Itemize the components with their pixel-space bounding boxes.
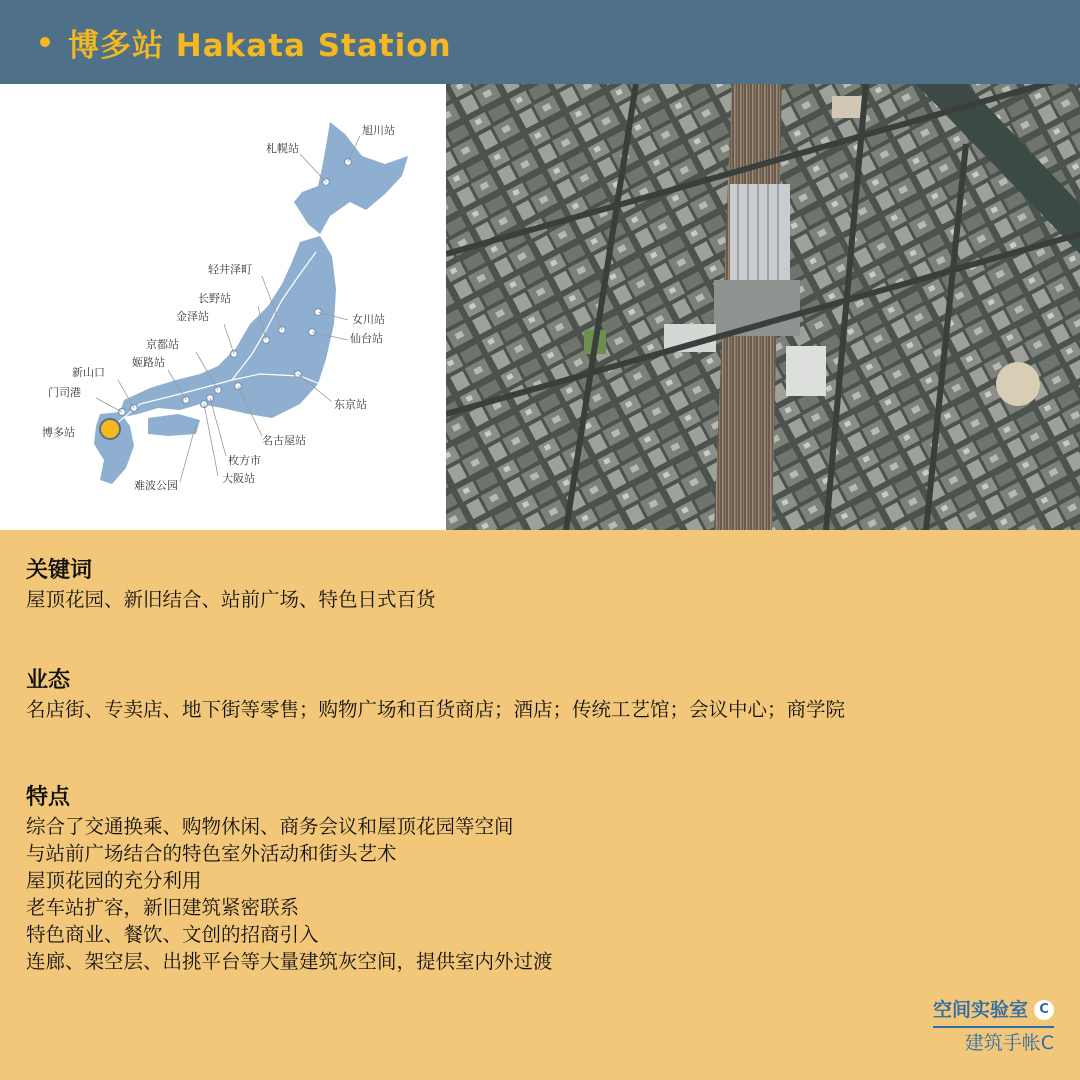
shikoku-shape — [148, 414, 200, 436]
business-text: 名店街、专卖店、地下街等零售；购物广场和百货商店；酒店；传统工艺馆；会议中心；商学院 — [26, 698, 846, 721]
japan-map-svg — [0, 84, 446, 530]
label-tokyo: 东京站 — [334, 398, 367, 411]
label-mojiko: 门司港 — [48, 386, 81, 399]
label-sendai: 仙台站 — [350, 332, 383, 345]
aerial-photo-svg — [446, 84, 1080, 530]
keywords-text: 屋顶花园、新旧结合、站前广场、特色日式百货 — [26, 588, 436, 611]
feature-line: 老车站扩容，新旧建筑紧密联系 — [26, 896, 300, 919]
japan-map — [0, 84, 446, 530]
label-namba: 难波公园 — [134, 479, 178, 492]
label-nagano: 长野站 — [198, 292, 231, 305]
feature-line: 屋顶花园的充分利用 — [26, 869, 202, 892]
brand-c-icon: C — [1034, 1000, 1054, 1020]
keywords-heading: 关键词 — [26, 558, 93, 583]
label-nagoya: 名古屋站 — [262, 434, 306, 447]
feature-line: 特色商业、餐饮、文创的招商引入 — [26, 923, 319, 946]
header-bar — [0, 0, 1080, 84]
label-hakata: 博多站 — [42, 426, 75, 439]
label-onagawa: 女川站 — [352, 313, 385, 326]
brand-line1 — [933, 996, 1054, 1028]
business-heading: 业态 — [26, 668, 71, 693]
label-asahikawa: 旭川站 — [362, 124, 395, 137]
features-heading: 特点 — [26, 785, 71, 810]
brand-name: 空间实验室 — [932, 999, 1028, 1021]
keywords-section — [26, 556, 436, 613]
brand-logo — [933, 996, 1054, 1058]
feature-line: 连廊、架空层、出挑平台等大量建筑灰空间，提供室内外过渡 — [26, 950, 553, 973]
label-sapporo: 札幌站 — [266, 142, 299, 155]
page-title: 博多站 Hakata Station — [68, 28, 452, 64]
hokkaido-shape — [294, 122, 408, 234]
station-dot-hakata-highlight — [100, 419, 120, 439]
label-himeji: 姬路站 — [132, 356, 165, 369]
label-shinyamaguchi: 新山口 — [72, 366, 105, 379]
label-kyoto: 京都站 — [146, 338, 179, 351]
label-karuizawa: 轻井泽町 — [208, 263, 252, 276]
business-section — [26, 666, 845, 723]
label-kanazawa: 金泽站 — [176, 310, 209, 323]
feature-line: 与站前广场结合的特色室外活动和街头艺术 — [26, 842, 397, 865]
aerial-photo — [446, 84, 1080, 530]
label-osaka: 大阪站 — [222, 472, 255, 485]
features-section — [26, 783, 553, 975]
feature-line: 综合了交通换乘、购物休闲、商务会议和屋顶花园等空间 — [26, 815, 514, 838]
bullet-icon — [40, 37, 50, 47]
playground — [996, 362, 1040, 406]
brand-line2: 建筑手帐C — [964, 1032, 1054, 1054]
label-hirakata: 枚方市 — [228, 454, 261, 467]
